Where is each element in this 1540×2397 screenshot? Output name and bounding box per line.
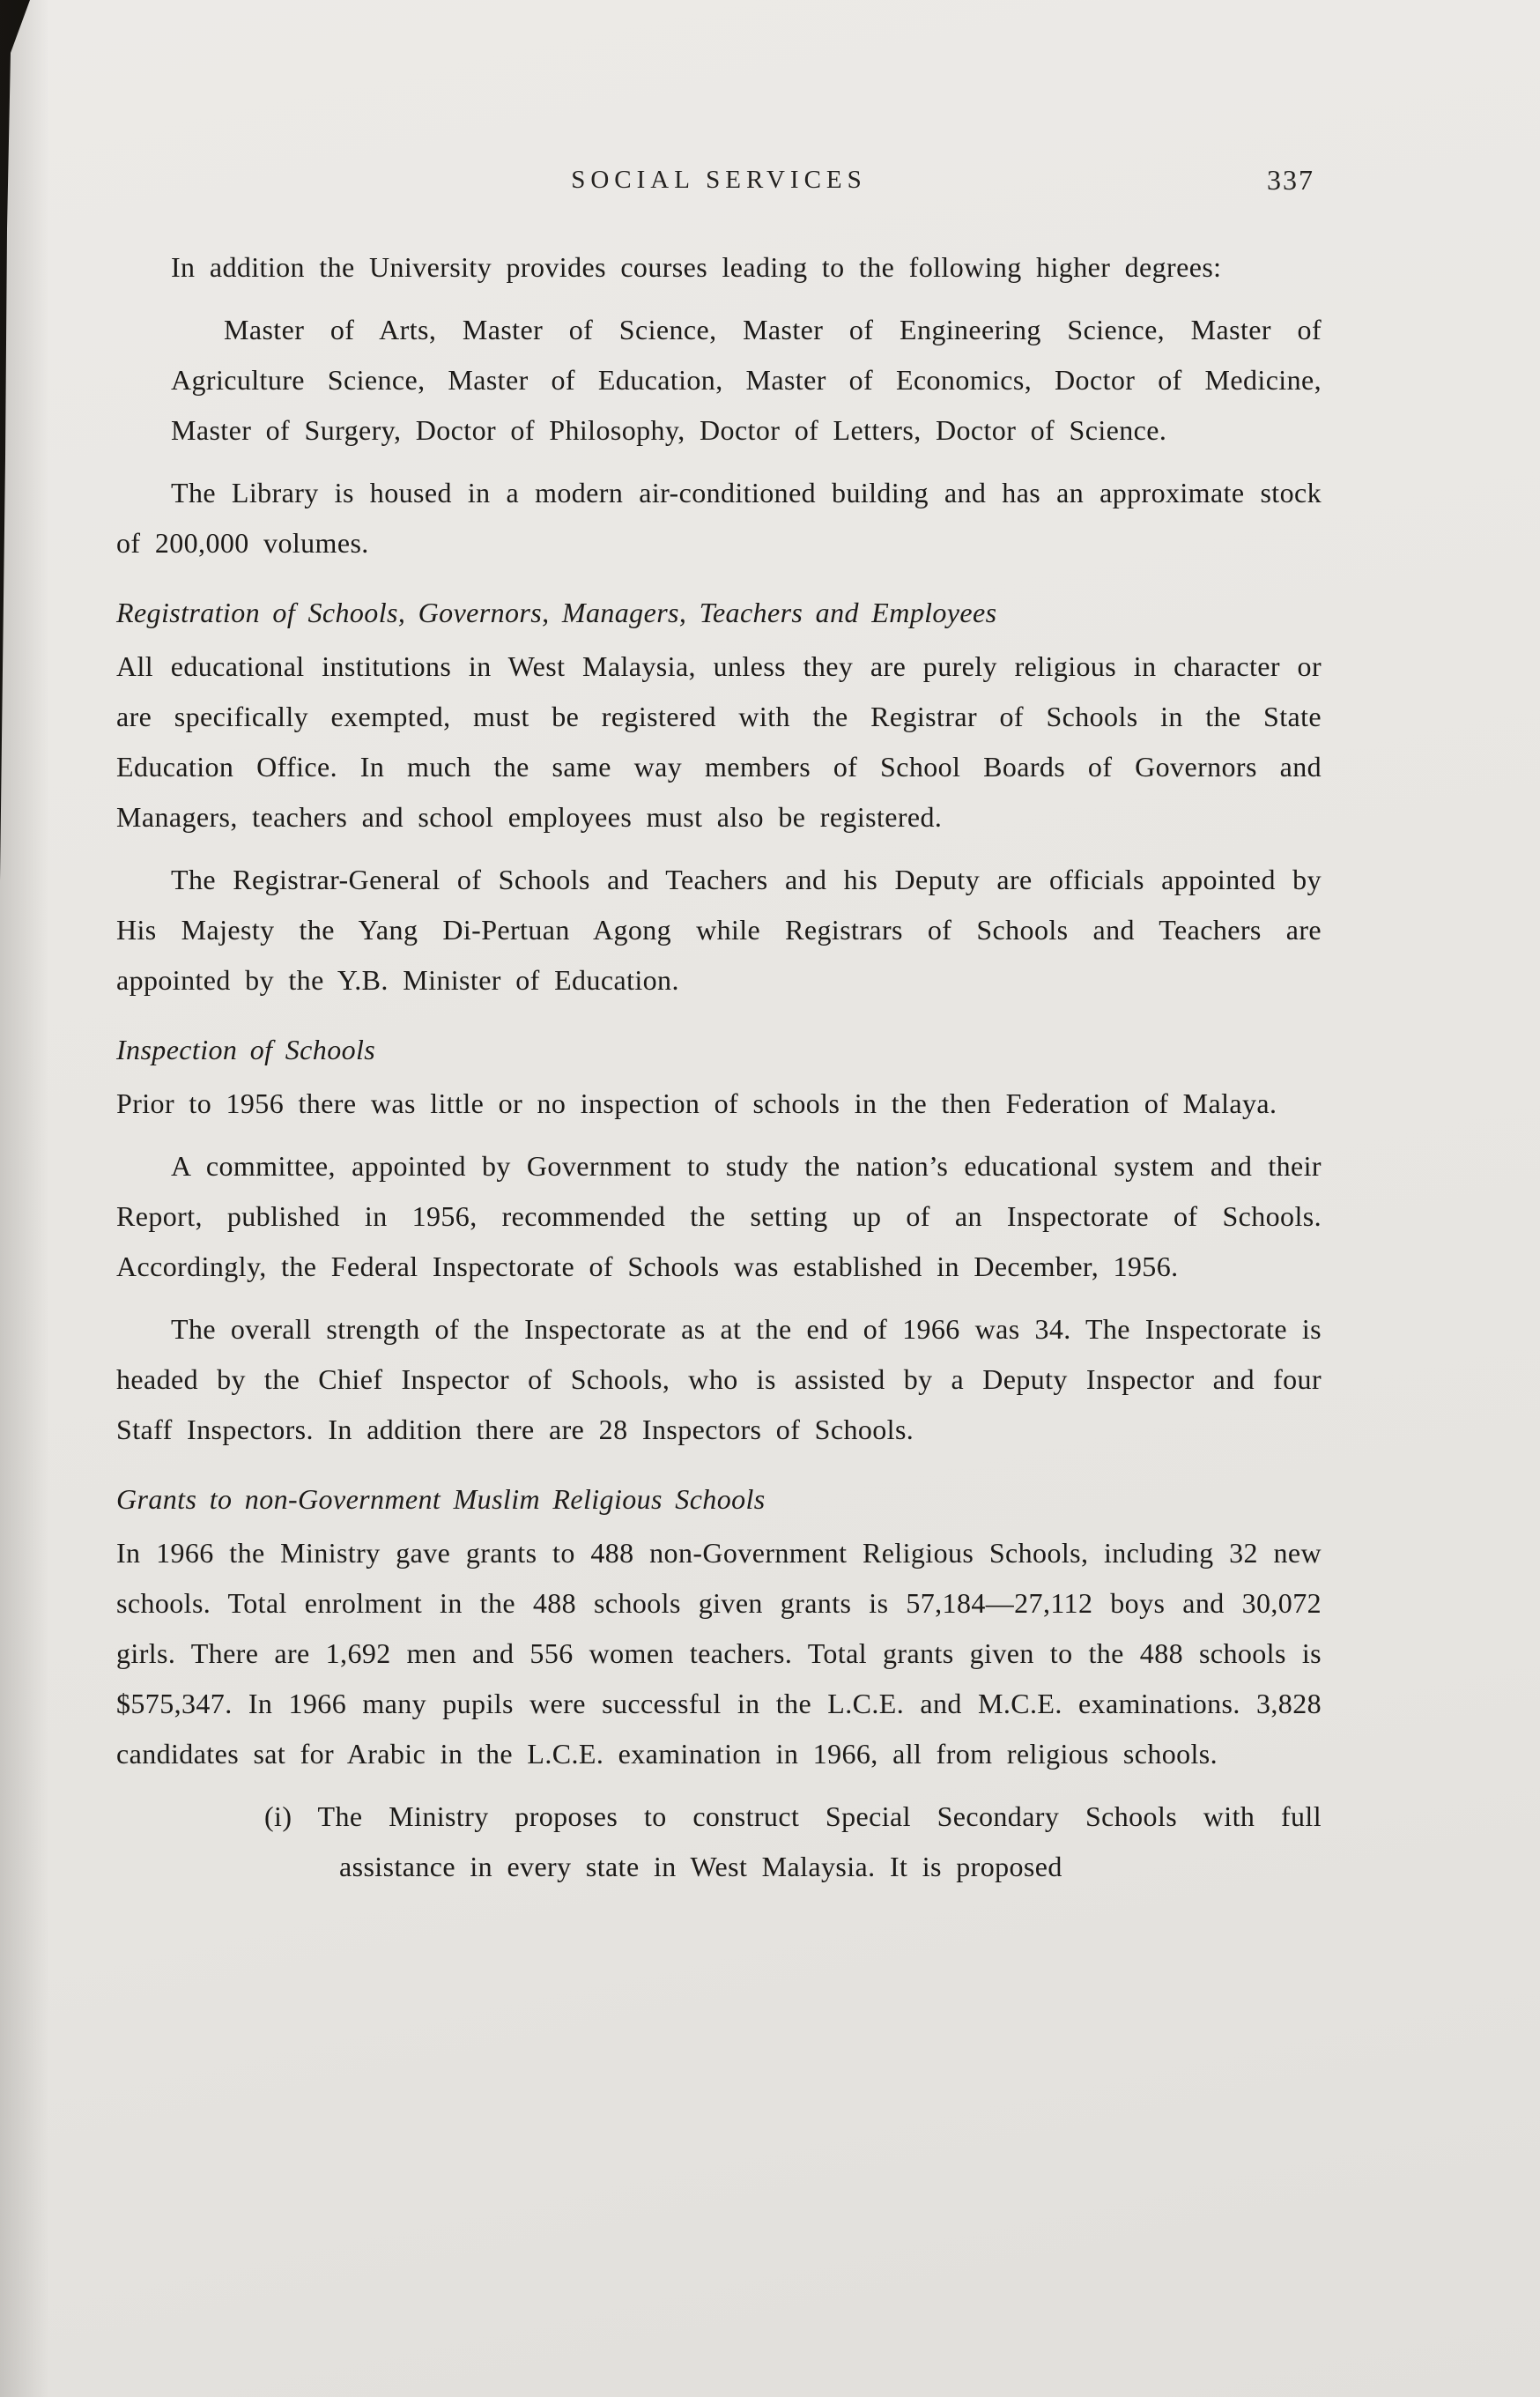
heading-grants-muslim-schools: Grants to non-Government Muslim Religious Schools [116,1483,766,1515]
page-number: 337 [1267,164,1314,196]
paragraph-grants-1966: In 1966 the Ministry gave grants to 488 non-Government Religious Schools, including 32 new schools. Total enrolment in the 488 schools given grants is 57,184—27,112 boys and 30,072 girls. There are 1,692 men and 556 women teachers. Total grants given to the 488 schools is $575,347. In 1966 many pupils were successful in the L.C.E. and M.C.E. examinations. 3,828 candidates sat for Arabic in the L.C.E. examination in 1966, all from religious schools. [116,1537,1322,1770]
paragraph-inspection-committee: A committee, appointed by Government to study the nation’s educational system and their Report, published in 1956, recommended the setting up of an Inspectorate of Schools. Accordingly, the Federal Inspectorate of Schools was established in December, 1956. [116,1150,1322,1282]
paragraph-registration-requirements: All educational institutions in West Malaysia, unless they are purely religious in character or are specifically exempted, must be registered with the Registrar of Schools in the State Education Office. In much the same way members of School Boards of Governors and Managers, teachers and school employees must also be registered. [116,650,1322,833]
paragraph-inspection-prior-1956: Prior to 1956 there was little or no inspection of schools in the then Federation of Malaya. [116,1087,1277,1119]
body-text-column [116,242,1322,1892]
page-edge-shading [0,0,62,2397]
paragraph-university-degrees-intro: In addition the University provides courses leading to the following higher degrees: [171,251,1222,283]
list-item-i-marker: (i) [264,1800,292,1832]
heading-registration-of-schools: Registration of Schools, Governors, Managers, Teachers and Employees [116,597,997,628]
paragraph-registrar-general: The Registrar-General of Schools and Teachers and his Deputy are officials appointed by His Majesty the Yang Di-Pertuan Agong while Registrars of Schools and Teachers are appointed by the Y.B. Minister of Education. [116,864,1322,996]
paragraph-inspectorate-strength: The overall strength of the Inspectorate as at the end of 1966 was 34. The Inspectorate is headed by the Chief Inspector of Schools, who is assisted by a Deputy Inspector and four Staff Inspectors. In addition there are 28 Inspectors of Schools. [116,1313,1322,1445]
degree-list-block: Master of Arts, Master of Science, Master of Engineering Science, Master of Agriculture Science, Master of Education, Master of Economics, Doctor of Medicine, Master of Surgery, Doctor of Philosophy, Doctor of Letters, Doctor of Science. [171,314,1322,446]
list-item-i-text: The Ministry proposes to construct Special Secondary Schools with full assistance in every state in West Malaysia. It is proposed [317,1800,1322,1882]
page-header [116,0,1322,195]
paragraph-library: The Library is housed in a modern air-conditioned building and has an approximate stock of 200,000 volumes. [116,477,1322,559]
running-head: SOCIAL SERVICES [571,166,867,194]
book-gutter-shadow [0,0,32,881]
heading-inspection-of-schools: Inspection of Schools [116,1034,376,1065]
list-item-i [264,1792,1322,1892]
